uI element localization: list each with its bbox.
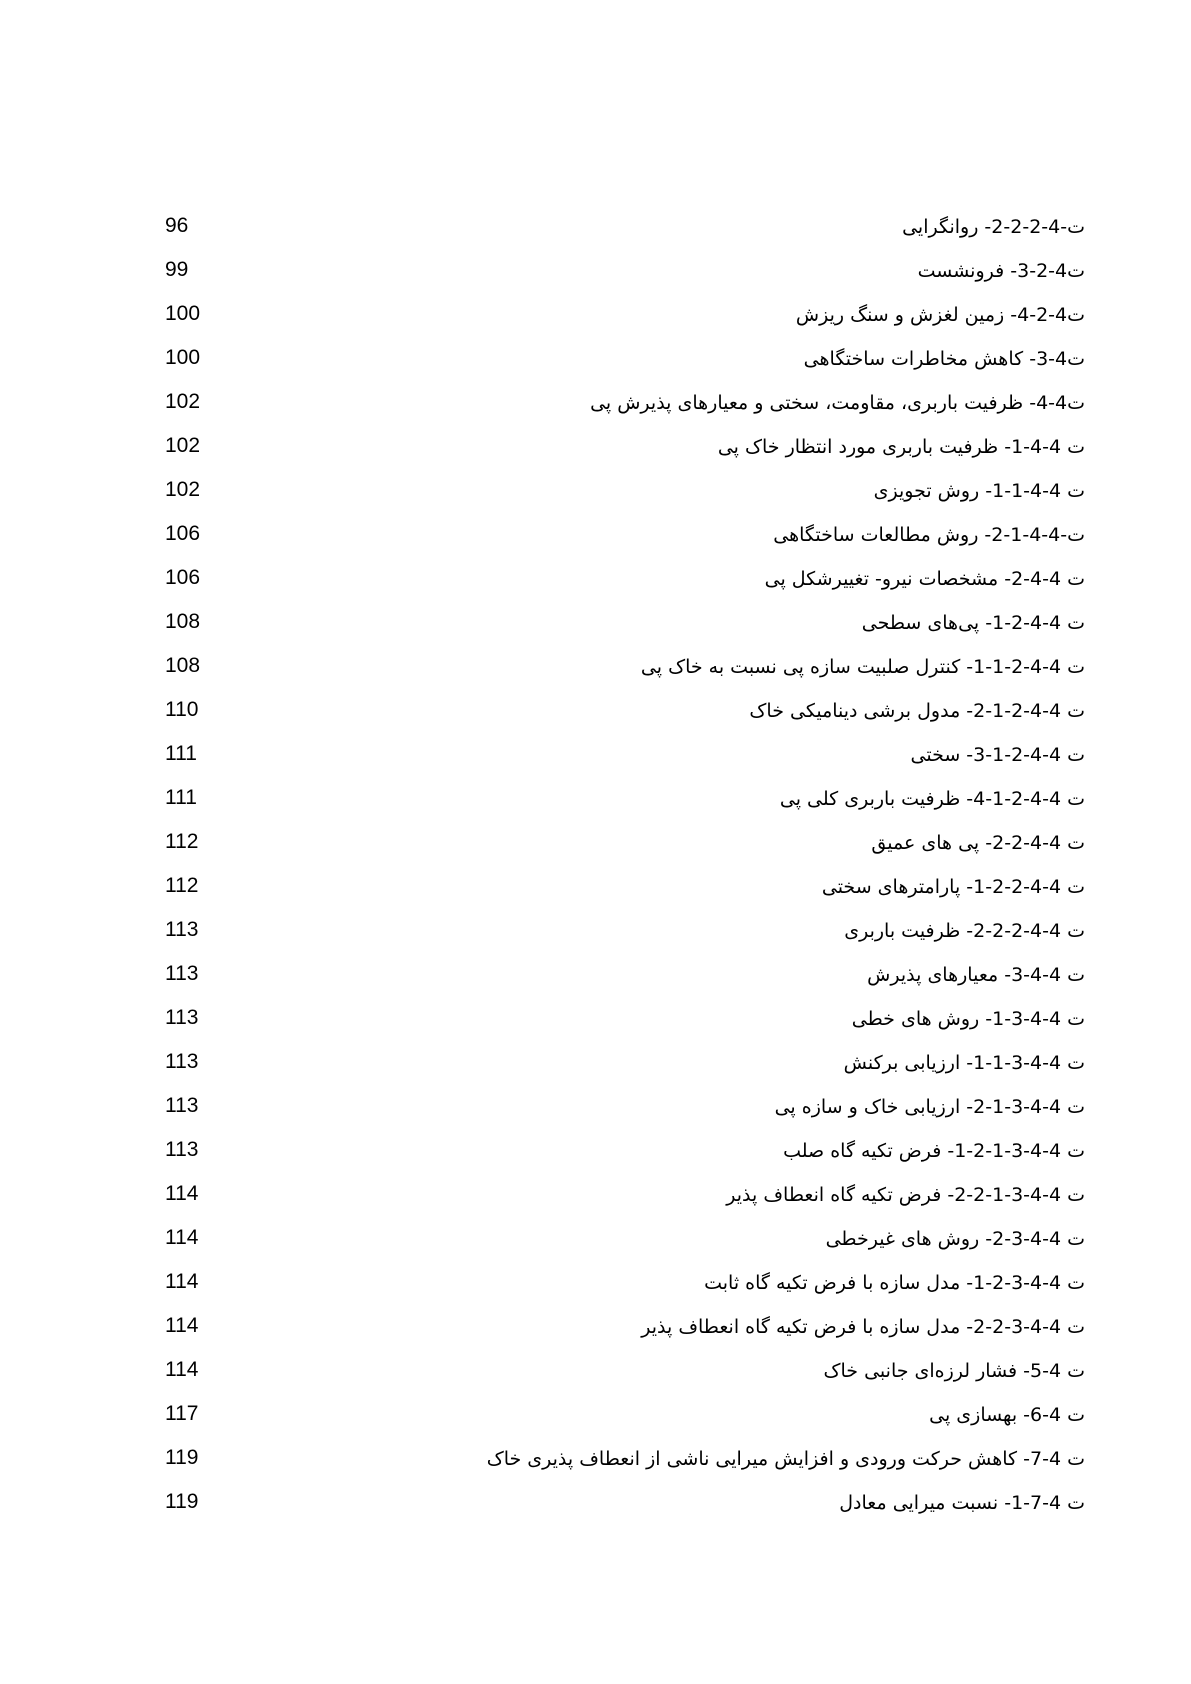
toc-entry-page-number: 114 bbox=[165, 1182, 199, 1205]
toc-entry bbox=[150, 205, 1085, 249]
toc-entry bbox=[150, 1085, 1085, 1129]
toc-entry bbox=[150, 997, 1085, 1041]
toc-entry-title: ت 4-4-3-1-2-1- فرض تکیه گاه صلب bbox=[783, 1140, 1085, 1162]
toc-entry-title: ت 4-7-1- نسبت میرایی معادل bbox=[839, 1492, 1085, 1514]
toc-entry-page-number: 114 bbox=[165, 1314, 199, 1337]
toc-entry bbox=[150, 953, 1085, 997]
toc-entry bbox=[150, 1481, 1085, 1525]
toc-entry-title: ت 4-4-3-2- روش های غیرخطی bbox=[825, 1228, 1085, 1250]
toc-entry-page-number: 112 bbox=[165, 874, 199, 897]
toc-entry bbox=[150, 1305, 1085, 1349]
toc-entry-page-number: 96 bbox=[165, 214, 189, 237]
toc-entry-title: ت 4-4-2-2-2- ظرفیت باربری bbox=[844, 920, 1085, 942]
toc-entry-title: ت 4-4-3-1-1- ارزیابی برکنش bbox=[843, 1052, 1085, 1074]
toc-entry-page-number: 113 bbox=[165, 1138, 199, 1161]
toc-entry-page-number: 106 bbox=[165, 566, 201, 589]
toc-entry bbox=[150, 1173, 1085, 1217]
toc-entry-page-number: 113 bbox=[165, 1094, 199, 1117]
toc-entry-page-number: 114 bbox=[165, 1358, 199, 1381]
toc-entry bbox=[150, 469, 1085, 513]
toc-entry-title: ت4-2-4- زمین لغزش و سنگ ریزش bbox=[795, 304, 1085, 326]
toc-entry bbox=[150, 733, 1085, 777]
toc-entry-page-number: 113 bbox=[165, 1006, 199, 1029]
toc-entry bbox=[150, 777, 1085, 821]
table-of-contents bbox=[150, 205, 1085, 1525]
toc-entry-page-number: 113 bbox=[165, 918, 199, 941]
toc-entry bbox=[150, 645, 1085, 689]
toc-entry-page-number: 100 bbox=[165, 302, 201, 325]
toc-entry bbox=[150, 293, 1085, 337]
toc-entry-title: ت 4-4-2-1- پی‌های سطحی bbox=[861, 612, 1085, 634]
toc-entry bbox=[150, 865, 1085, 909]
toc-entry-title: ت 4-4-2-1-2- مدول برشی دینامیکی خاک bbox=[749, 700, 1085, 722]
toc-entry bbox=[150, 1041, 1085, 1085]
toc-entry bbox=[150, 1393, 1085, 1437]
toc-entry-page-number: 114 bbox=[165, 1270, 199, 1293]
toc-entry bbox=[150, 337, 1085, 381]
toc-entry bbox=[150, 249, 1085, 293]
toc-entry-title: ت4-3- کاهش مخاطرات ساختگاهی bbox=[803, 348, 1085, 370]
toc-entry-title: ت 4-4-3-1- روش های خطی bbox=[851, 1008, 1085, 1030]
toc-entry-title: ت 4-4-3- معیارهای پذیرش bbox=[867, 964, 1085, 986]
toc-entry-page-number: 113 bbox=[165, 1050, 199, 1073]
toc-entry bbox=[150, 689, 1085, 733]
toc-entry-page-number: 112 bbox=[165, 830, 199, 853]
toc-entry-page-number: 102 bbox=[165, 434, 201, 457]
toc-entry bbox=[150, 425, 1085, 469]
toc-entry-title: ت4-2-3- فرونشست bbox=[917, 260, 1085, 282]
toc-entry-title: ت 4-4-2- مشخصات نیرو- تغییرشکل پی bbox=[764, 568, 1085, 590]
toc-entry-page-number: 119 bbox=[165, 1446, 199, 1469]
toc-entry bbox=[150, 1129, 1085, 1173]
toc-entry bbox=[150, 557, 1085, 601]
toc-entry-title: ت 4-4-3-2-1- مدل سازه با فرض تکیه گاه ثابت bbox=[704, 1272, 1085, 1294]
toc-entry-page-number: 113 bbox=[165, 962, 199, 985]
toc-entry-title: ت-4-4-1-2- روش مطالعات ساختگاهی bbox=[773, 524, 1085, 546]
toc-entry bbox=[150, 381, 1085, 425]
toc-entry-page-number: 102 bbox=[165, 478, 201, 501]
toc-entry bbox=[150, 1261, 1085, 1305]
toc-entry-title: ت 4-4-1-1- روش تجویزی bbox=[873, 480, 1085, 502]
toc-entry-title: ت 4-4-3-2-2- مدل سازه با فرض تکیه گاه انعطاف پذیر bbox=[641, 1316, 1085, 1338]
toc-entry bbox=[150, 513, 1085, 557]
toc-entry-page-number: 102 bbox=[165, 390, 201, 413]
toc-entry-title: ت 4-4-2-1-3- سختی bbox=[910, 744, 1085, 766]
toc-entry-page-number: 99 bbox=[165, 258, 189, 281]
toc-entry bbox=[150, 1437, 1085, 1481]
toc-entry-title: ت 4-5- فشار لرزه‌ای جانبی خاک bbox=[823, 1360, 1085, 1382]
toc-entry-title: ت4-4- ظرفیت باربری، مقاومت، سختی و معیارهای پذیرش پی bbox=[590, 392, 1085, 414]
toc-entry-page-number: 108 bbox=[165, 610, 201, 633]
toc-entry bbox=[150, 909, 1085, 953]
toc-entry-title: ت 4-4-1- ظرفیت باربری مورد انتظار خاک پی bbox=[717, 436, 1085, 458]
toc-entry bbox=[150, 1217, 1085, 1261]
toc-entry-page-number: 110 bbox=[165, 698, 199, 721]
toc-entry-title: ت 4-7- کاهش حرکت ورودی و افزایش میرایی ناشی از انعطاف پذیری خاک bbox=[486, 1448, 1085, 1470]
toc-entry-title: ت 4-4-3-1-2-2- فرض تکیه گاه انعطاف پذیر bbox=[726, 1184, 1085, 1206]
toc-entry-title: ت 4-6- بهسازی پی bbox=[929, 1404, 1085, 1426]
toc-entry bbox=[150, 821, 1085, 865]
toc-entry-title: ت 4-4-2-1-1- کنترل صلبیت سازه پی نسبت به خاک پی bbox=[640, 656, 1085, 678]
toc-entry-page-number: 108 bbox=[165, 654, 201, 677]
toc-entry-title: ت 4-4-3-1-2- ارزیابی خاک و سازه پی bbox=[774, 1096, 1085, 1118]
toc-entry-title: ت 4-4-2-2-1- پارامترهای سختی bbox=[821, 876, 1085, 898]
toc-entry-title: ت 4-4-2-2- پی های عمیق bbox=[871, 832, 1085, 854]
toc-entry-page-number: 100 bbox=[165, 346, 201, 369]
toc-entry-page-number: 111 bbox=[165, 742, 197, 765]
toc-entry-page-number: 117 bbox=[165, 1402, 199, 1425]
toc-entry-title: ت 4-4-2-1-4- ظرفیت باربری کلی پی bbox=[779, 788, 1085, 810]
toc-entry-page-number: 106 bbox=[165, 522, 201, 545]
toc-entry-page-number: 114 bbox=[165, 1226, 199, 1249]
toc-entry-title: ت-4-2-2-2- روانگرایی bbox=[902, 216, 1085, 238]
toc-entry bbox=[150, 601, 1085, 645]
toc-entry-page-number: 111 bbox=[165, 786, 197, 809]
toc-entry-page-number: 119 bbox=[165, 1490, 199, 1513]
toc-entry bbox=[150, 1349, 1085, 1393]
